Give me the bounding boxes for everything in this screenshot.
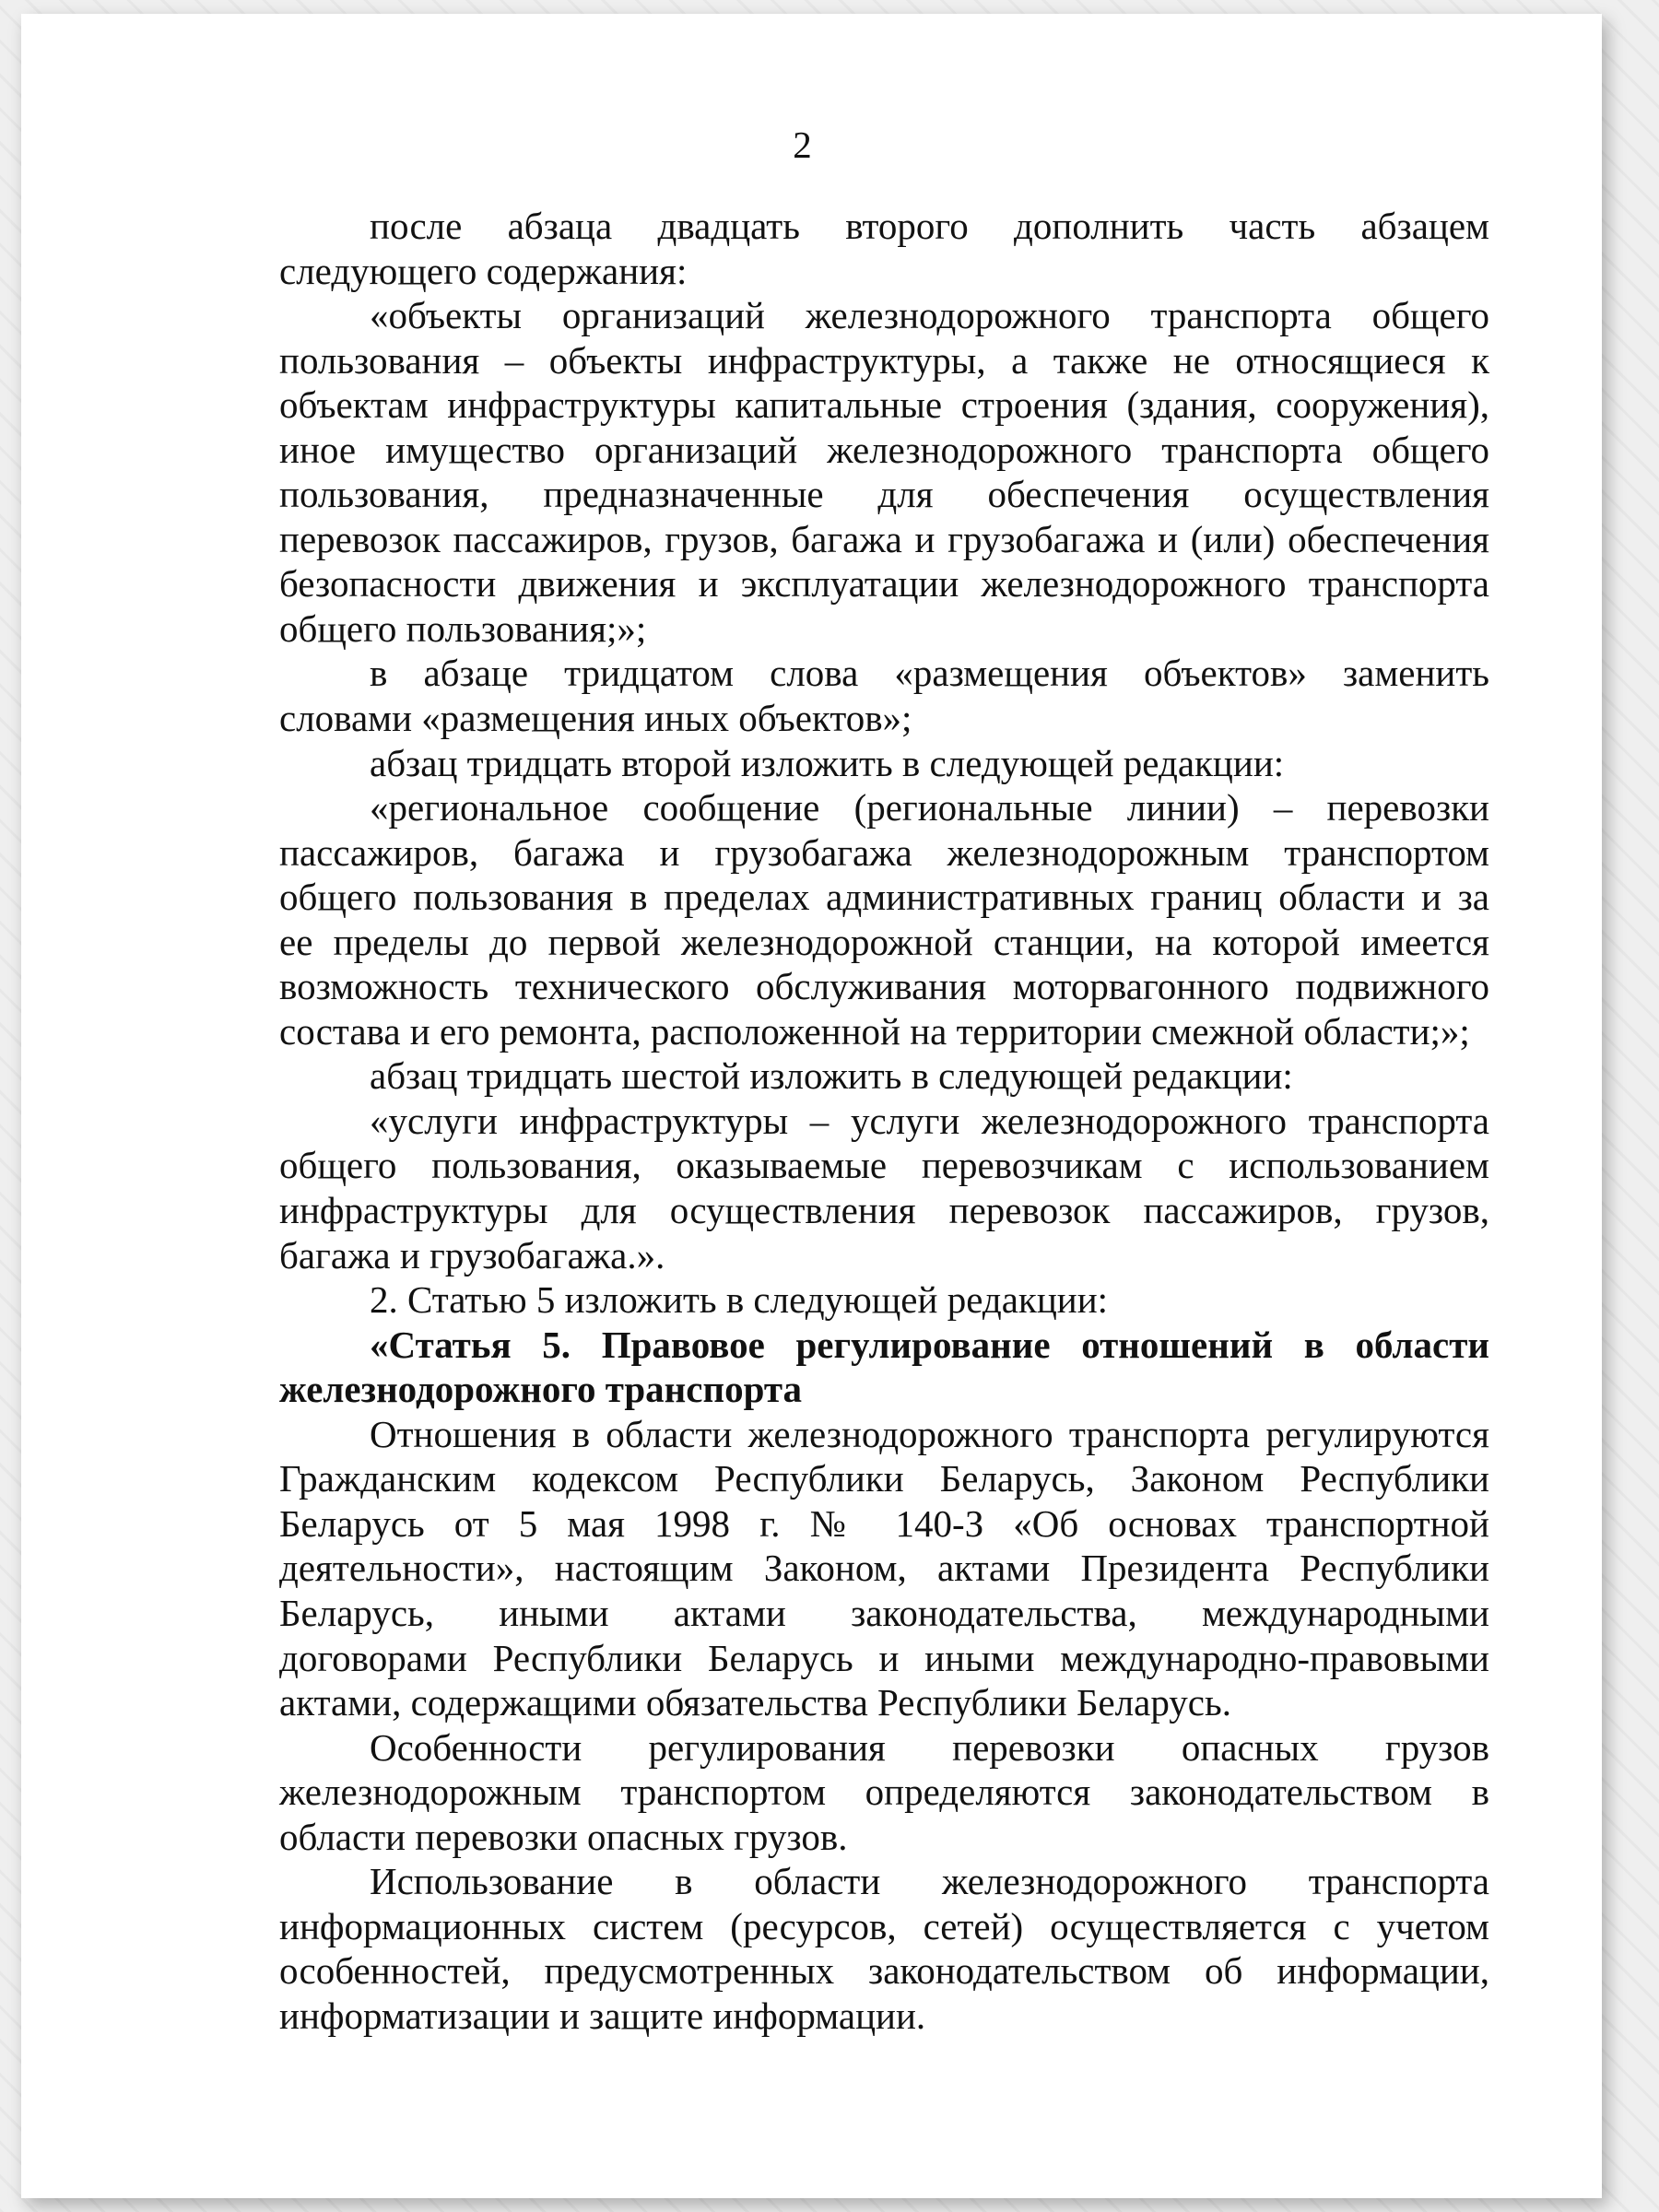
heading-line: «Статья 5. Правовое регулирование отношений в области (370, 1323, 1489, 1366)
document-body (279, 204, 1489, 2038)
text-line: Использование в области железнодорожного транспорта (370, 1860, 1489, 1903)
text-line: договорами Республики Беларусь и иными международно-правовыми (279, 1636, 1489, 1679)
text-line: Беларусь, иными актами законодательства, международными (279, 1591, 1489, 1634)
text-line: пассажиров, багажа и грузобагажа железнодорожным транспортом (279, 830, 1489, 874)
text-line: общего пользования в пределах административных границ области и за (279, 876, 1489, 919)
text-line: перевозок пассажиров, грузов, багажа и грузобагажа и (или) обеспечения (279, 517, 1489, 560)
text-line: 2. Статью 5 изложить в следующей редакции: (370, 1278, 1109, 1322)
text-line: абзац тридцать второй изложить в следующей редакции: (370, 741, 1285, 784)
text-line: общего пользования, оказываемые перевозчикам с использованием (279, 1144, 1489, 1187)
text-line: железнодорожным транспортом определяются законодательством в (279, 1771, 1489, 1814)
heading-line: железнодорожного транспорта (279, 1368, 803, 1411)
text-line: состава и его ремонта, расположенной на территории смежной области;»; (279, 1009, 1470, 1053)
text-line: Беларусь от 5 мая 1998 г. № 140-З «Об основах транспортной (279, 1501, 1489, 1545)
text-line: инфраструктуры для осуществления перевозок пассажиров, грузов, (279, 1189, 1489, 1232)
text-line: в абзаце тридцатом слова «размещения объектов» заменить (370, 652, 1489, 695)
text-line: информатизации и защите информации. (279, 1994, 926, 2037)
text-line: Отношения в области железнодорожного транспорта регулируются (370, 1412, 1489, 1455)
document-page (21, 14, 1602, 2198)
text-line: объектам инфраструктуры капитальные строения (здания, сооружения), (279, 383, 1489, 427)
text-line: багажа и грузобагажа.». (279, 1233, 665, 1277)
text-line: Гражданским кодексом Республики Беларусь, Законом Республики (279, 1457, 1489, 1500)
text-line: пользования – объекты инфраструктуры, а также не относящиеся к (279, 338, 1489, 382)
text-line: безопасности движения и эксплуатации железнодорожного транспорта (279, 562, 1489, 606)
text-line: информационных систем (ресурсов, сетей) осуществляется с учетом (279, 1904, 1489, 1947)
text-line: Особенности регулирования перевозки опасных грузов (370, 1725, 1489, 1769)
text-line: актами, содержащими обязательства Республики Беларусь. (279, 1681, 1231, 1724)
text-line: области перевозки опасных грузов. (279, 1815, 848, 1858)
text-line: словами «размещения иных объектов»; (279, 697, 912, 740)
page-number: 2 (793, 124, 812, 166)
text-line: общего пользования;»; (279, 606, 647, 650)
text-line: иное имущество организаций железнодорожного транспорта общего (279, 428, 1489, 471)
text-line: «региональное сообщение (региональные линии) – перевозки (370, 786, 1489, 830)
text-line: возможность технического обслуживания моторвагонного подвижного (279, 965, 1489, 1008)
text-line: пользования, предназначенные для обеспечения осуществления (279, 473, 1489, 516)
text-line: «объекты организаций железнодорожного транспорта общего (370, 294, 1489, 337)
text-line: деятельности», настоящим Законом, актами Президента Республики (279, 1547, 1489, 1590)
text-line: особенностей, предусмотренных законодательством об информации, (279, 1949, 1489, 1993)
text-line: следующего содержания: (279, 249, 688, 292)
text-line: после абзаца двадцать второго дополнить часть абзацем (370, 205, 1489, 247)
text-line: абзац тридцать шестой изложить в следующей редакции: (370, 1054, 1293, 1098)
text-line: «услуги инфраструктуры – услуги железнодорожного транспорта (370, 1099, 1489, 1142)
text-line: ее пределы до первой железнодорожной станции, на которой имеется (279, 920, 1489, 963)
